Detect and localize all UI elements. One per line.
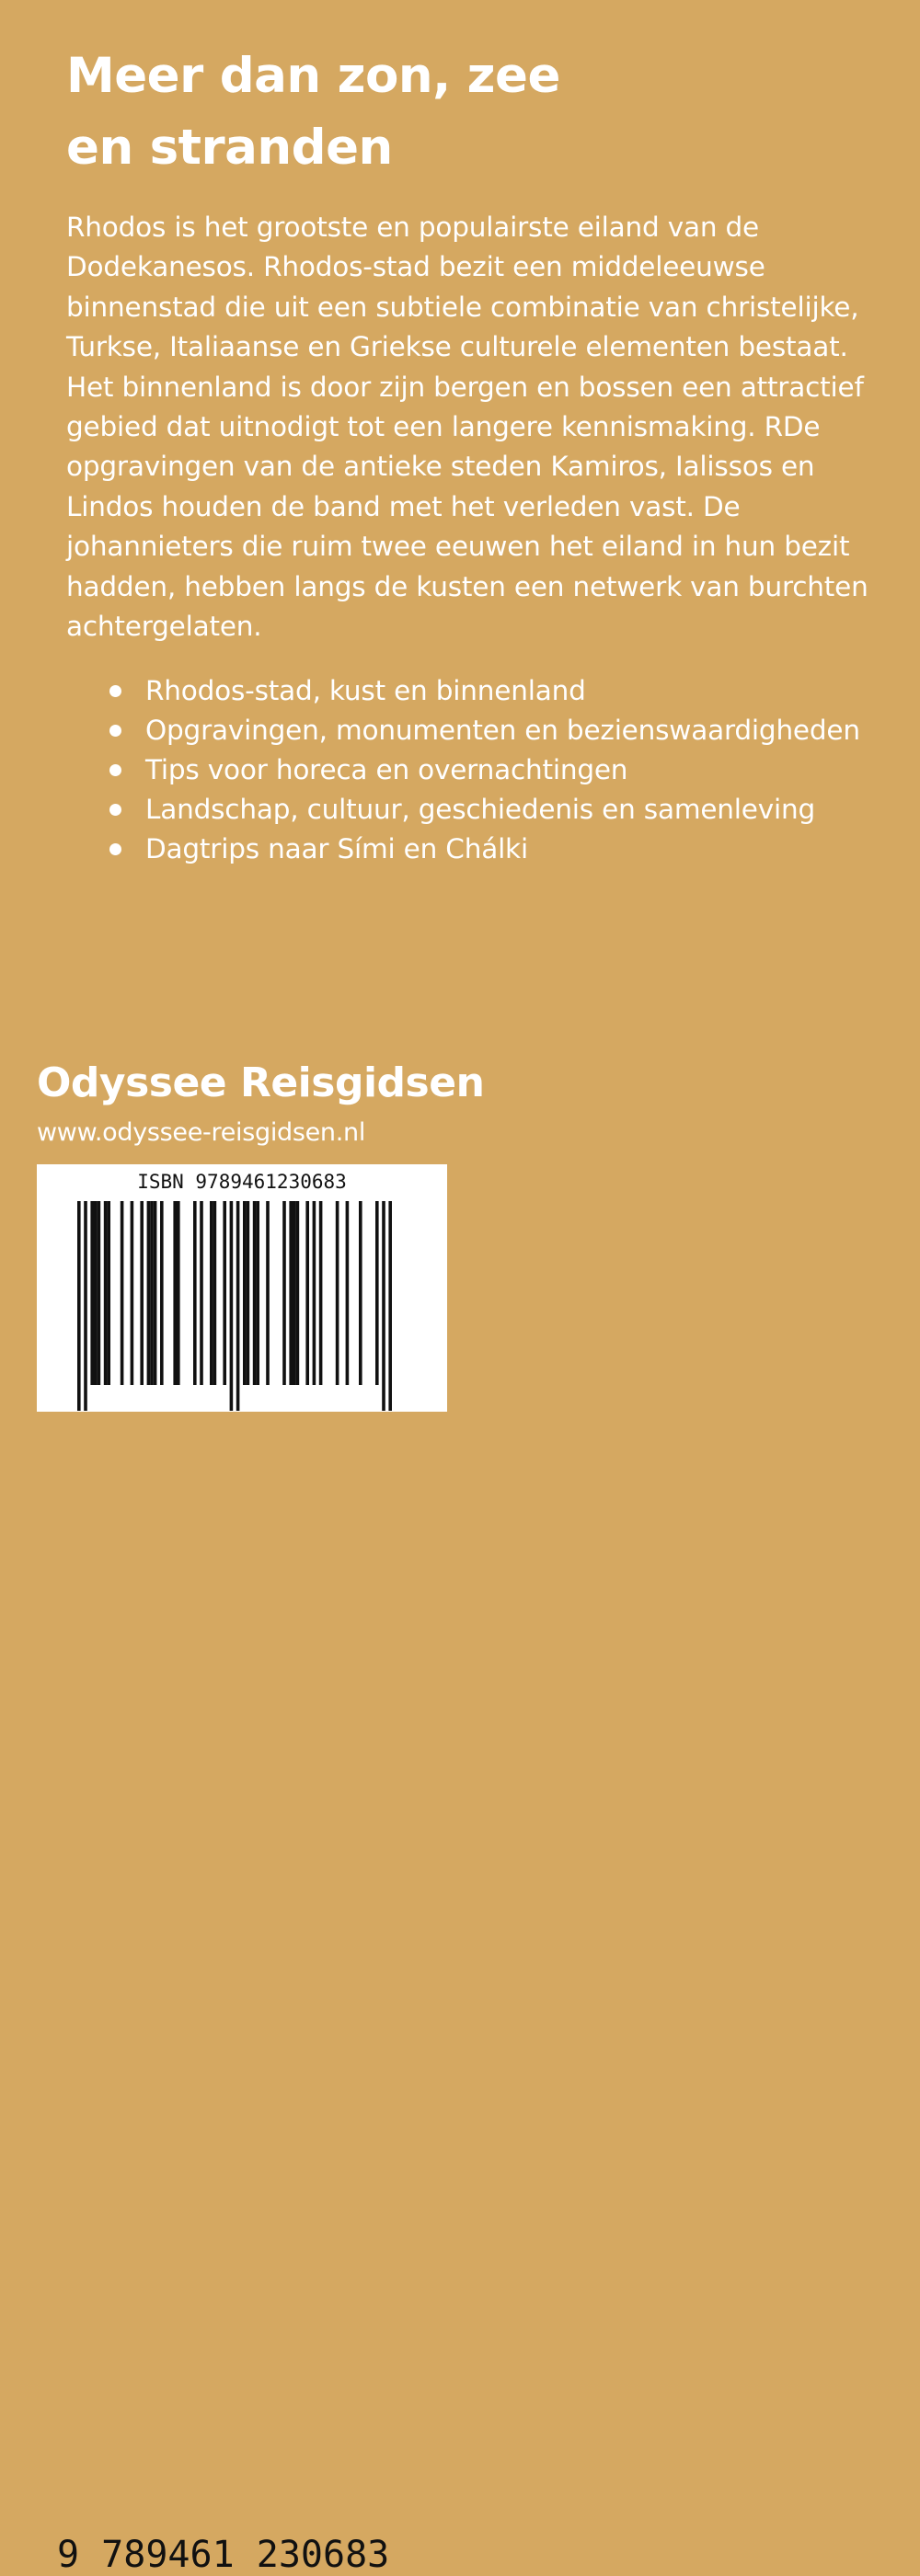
ean-digits: 9 789461 230683 (57, 2534, 390, 2576)
barcode-bar (154, 1201, 157, 1385)
barcode-bar (243, 1201, 247, 1385)
bullet-icon (109, 804, 121, 816)
barcode-bar (147, 1201, 151, 1385)
description-paragraph: Rhodos is het grootste en populairste eiland van de Dodekanesos. Rhodos-stad bezit een middeleeuwse binnenstad die uit een subtiele combinatie van christelijke, Turkse, Italiaanse en Griekse culturele elementen bestaat. Het binnenland is door zijn bergen en bossen een attractief gebied dat uitnodigt tot een langere kennismaking. RDe opgravingen van de antieke steden Kamiros, Ialissos en Lindos houden de band met het verleden vast. De johannieters die ruim twee eeuwen het eiland in hun bezit hadden, hebben langs de kusten een netwerk van burchten achtergelaten. (66, 212, 868, 643)
barcode-bar (230, 1201, 234, 1411)
feature-item (66, 830, 876, 869)
barcode-bar (382, 1201, 385, 1411)
headline-line-2: en stranden (66, 120, 393, 176)
barcode-bar (213, 1201, 217, 1385)
barcode-bar (121, 1201, 124, 1385)
feature-item (66, 790, 876, 830)
barcode-bar (375, 1201, 379, 1385)
barcode-bar (305, 1201, 309, 1385)
barcode-bar (90, 1201, 94, 1385)
barcode-bar (247, 1201, 250, 1385)
barcode-bar (236, 1201, 240, 1411)
barcode-bar (150, 1201, 154, 1385)
barcode-bar (98, 1201, 101, 1385)
barcode-bar (177, 1201, 180, 1385)
feature-text: Opgravingen, monumenten en bezienswaardigheden (145, 715, 860, 746)
barcode-bar (193, 1201, 197, 1385)
feature-list (66, 671, 876, 869)
barcode-bar (77, 1201, 81, 1411)
bullet-icon (109, 764, 121, 776)
feature-text: Rhodos-stad, kust en binnenland (145, 675, 586, 706)
barcode-bar (107, 1201, 110, 1385)
bullet-icon (109, 725, 121, 737)
headline (66, 40, 802, 184)
barcode-bar (200, 1201, 203, 1385)
bullet-icon (109, 685, 121, 697)
barcode-bar (140, 1201, 144, 1385)
barcode-bar (131, 1201, 134, 1385)
isbn-label: ISBN 9789461230683 (137, 1171, 347, 1193)
barcode-bar (336, 1201, 339, 1385)
barcode-bar (210, 1201, 213, 1385)
barcode-bar (94, 1201, 98, 1385)
bullet-icon (109, 843, 121, 855)
feature-item (66, 711, 876, 750)
barcode-bar (266, 1201, 270, 1385)
barcode-bar (84, 1201, 87, 1411)
barcode-bar (293, 1201, 296, 1385)
publisher-name: Odyssee Reisgidsen (37, 1059, 485, 1106)
barcode-bar (160, 1201, 164, 1385)
publisher-website: www.odyssee-reisgidsen.nl (37, 1118, 366, 1147)
barcode-bar (253, 1201, 257, 1385)
barcode-bar (104, 1201, 108, 1385)
feature-text: Dagtrips naar Sími en Chálki (145, 833, 528, 864)
barcode-bar (296, 1201, 300, 1385)
feature-item (66, 671, 876, 711)
barcode-bar (313, 1201, 316, 1385)
feature-item (66, 750, 876, 790)
feature-text: Tips voor horeca en overnachtingen (145, 754, 628, 785)
feature-text: Landschap, cultuur, geschiedenis en samenleving (145, 794, 816, 825)
barcode (37, 1164, 447, 2576)
barcode-bars (37, 1164, 447, 1412)
barcode-bar (388, 1201, 392, 1411)
barcode-bar (346, 1201, 350, 1385)
barcode-bar (359, 1201, 362, 1385)
barcode-bar (289, 1201, 293, 1385)
barcode-bar (282, 1201, 286, 1385)
barcode-bar (319, 1201, 323, 1385)
barcode-bar (256, 1201, 259, 1385)
headline-line-1: Meer dan zon, zee (66, 48, 560, 104)
barcode-bar (223, 1201, 226, 1385)
barcode-bar (173, 1201, 177, 1385)
